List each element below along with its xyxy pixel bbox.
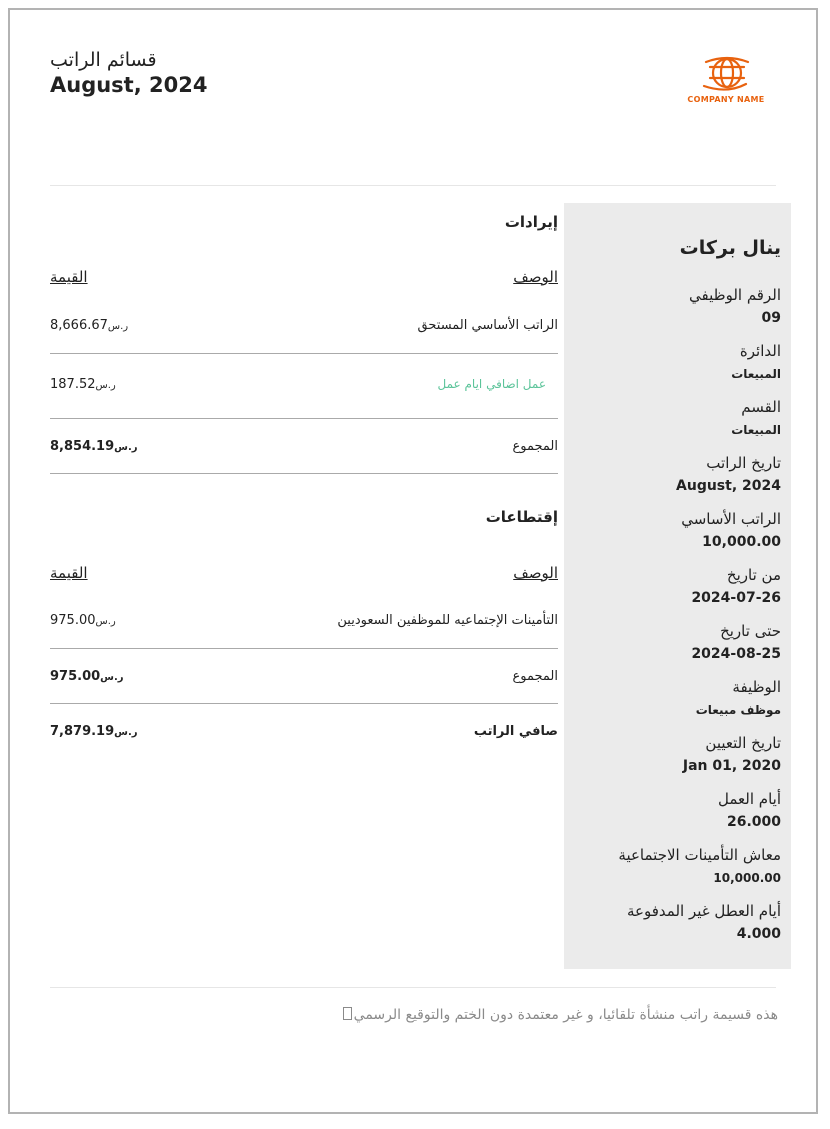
field-hire-date <box>683 733 781 776</box>
currency: ر.س <box>114 442 138 453</box>
total-label: المجموع <box>512 439 558 454</box>
company-logo <box>686 56 766 104</box>
row-desc: الراتب الأساسي المستحق <box>417 318 558 333</box>
title-block <box>50 48 207 98</box>
payslip-period: August, 2024 <box>50 73 208 97</box>
currency: ر.س <box>100 672 124 683</box>
field-label: الوظيفة <box>732 678 781 696</box>
field-label: تاريخ التعيين <box>705 734 781 752</box>
row-amount <box>50 318 130 333</box>
amount-value: 7,879.19 <box>50 724 115 739</box>
field-employee-id <box>689 285 781 328</box>
field-label: حتى تاريخ <box>720 622 781 640</box>
field-value: 2024-08-25 <box>691 646 781 662</box>
field-value: August, 2024 <box>676 478 781 494</box>
field-label: أيام العمل <box>718 790 781 808</box>
field-label: الراتب الأساسي <box>681 510 781 528</box>
deductions-col-desc: الوصف <box>513 564 558 582</box>
field-value: المبيعات <box>731 423 781 437</box>
footer-divider <box>50 987 776 988</box>
field-value: 26.000 <box>726 814 781 830</box>
field-label: الرقم الوظيفي <box>689 286 781 304</box>
field-basic-salary <box>681 509 781 552</box>
field-value: 10,000.00 <box>713 871 781 885</box>
earnings-col-amount: القيمة <box>50 268 88 286</box>
row-divider <box>50 353 558 354</box>
table-row <box>50 613 558 633</box>
field-job-title <box>696 677 781 720</box>
field-label: أيام العطل غير المدفوعة <box>627 902 781 920</box>
company-name: COMPANY NAME <box>687 95 765 104</box>
row-divider <box>50 703 558 704</box>
field-social-insurance-salary <box>618 845 781 888</box>
total-amount <box>50 669 126 684</box>
field-label: القسم <box>741 398 781 416</box>
total-label: المجموع <box>512 669 558 684</box>
row-divider <box>50 473 558 474</box>
missing-glyph-icon <box>343 1007 352 1020</box>
deductions-total-row <box>50 669 558 689</box>
page-title: قسائم الراتب <box>50 49 157 71</box>
field-from-date <box>691 565 781 608</box>
currency: ر.س <box>107 321 129 332</box>
field-value: 10,000.00 <box>702 534 781 550</box>
field-value: Jan 01, 2020 <box>682 758 781 774</box>
row-desc: التأمينات الإجتماعيه للموظفين السعوديين <box>337 613 558 628</box>
table-row <box>50 377 558 397</box>
earnings-title: إيرادات <box>504 213 558 231</box>
globe-icon <box>702 56 750 92</box>
currency: ر.س <box>114 727 138 738</box>
net-label: صافي الراتب <box>473 724 558 739</box>
field-to-date <box>691 621 781 664</box>
field-salary-date <box>676 453 781 496</box>
deductions-title: إقتطاعات <box>485 508 558 526</box>
header-divider <box>50 185 776 186</box>
total-amount <box>50 439 140 454</box>
amount-value: 8,666.67 <box>50 318 108 333</box>
amount-value: 975.00 <box>50 613 96 628</box>
deductions-col-amount: القيمة <box>50 564 88 582</box>
employee-info-panel <box>564 203 791 969</box>
row-amount <box>50 377 118 392</box>
field-value: المبيعات <box>731 367 781 381</box>
earnings-col-desc: الوصف <box>513 268 558 286</box>
field-section <box>731 397 781 440</box>
field-label: الدائرة <box>739 342 781 360</box>
amount-value: 8,854.19 <box>50 439 115 454</box>
field-label: تاريخ الراتب <box>706 454 781 472</box>
currency: ر.س <box>95 616 116 627</box>
footer-note <box>343 1007 778 1023</box>
field-value: موظف مبيعات <box>695 703 781 717</box>
net-salary-row <box>50 724 558 744</box>
row-amount <box>50 613 118 628</box>
field-value: 4.000 <box>736 926 781 942</box>
field-value: 09 <box>761 310 781 326</box>
amount-value: 187.52 <box>50 377 96 392</box>
field-label: من تاريخ <box>726 566 781 584</box>
field-label: معاش التأمينات الاجتماعية <box>618 846 781 864</box>
net-amount <box>50 724 140 739</box>
earnings-total-row <box>50 439 558 459</box>
row-divider <box>50 648 558 649</box>
row-divider <box>50 418 558 419</box>
amount-value: 975.00 <box>50 669 101 684</box>
field-department <box>731 341 781 384</box>
currency: ر.س <box>95 380 116 391</box>
employee-name: ينال بركات <box>679 237 781 259</box>
field-unpaid-leave-days <box>627 901 781 944</box>
footer-note-text: هذه قسيمة راتب منشأة تلقائيا، و غير معتمدة دون الختم والتوقيع الرسمي <box>353 1007 778 1023</box>
field-value: 2024-07-26 <box>691 590 781 606</box>
row-desc: عمل اضافي ايام عمل <box>437 377 546 391</box>
table-row <box>50 318 558 338</box>
field-working-days <box>718 789 781 832</box>
